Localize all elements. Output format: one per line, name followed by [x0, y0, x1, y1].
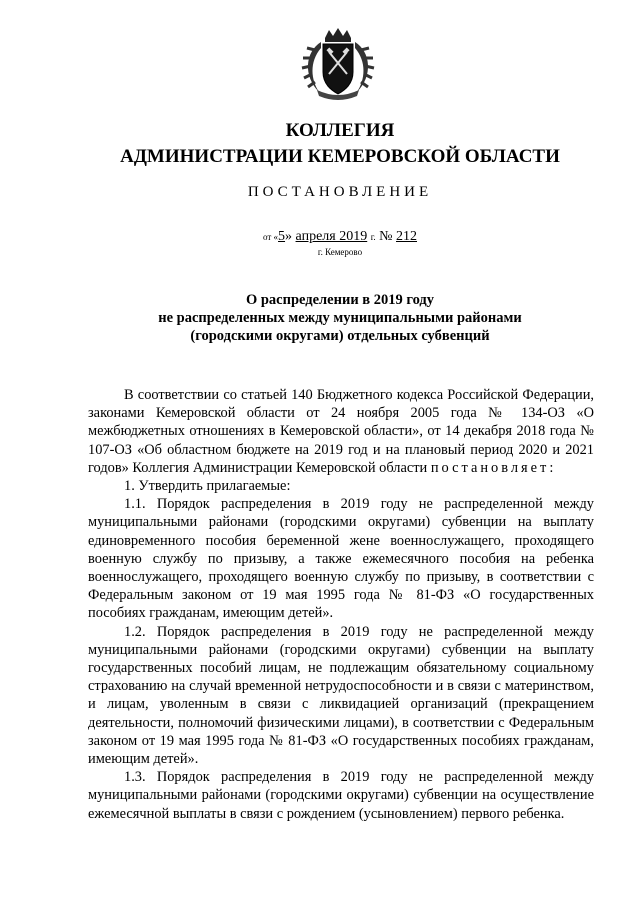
intro-paragraph — [88, 386, 594, 477]
number-prefix: № — [379, 229, 393, 244]
document-title — [20, 291, 640, 345]
item-1: 1. Утвердить прилагаемые: — [124, 478, 291, 495]
title-line2: не распределенных между муниципальными районами — [158, 310, 522, 326]
title-line1: О распределении в 2019 году — [245, 292, 435, 308]
title-line3: (городскими округами) отдельных субвенций — [190, 328, 490, 344]
document-number: 212 — [396, 229, 418, 244]
year-suffix: г. — [370, 232, 376, 242]
resolves-word: постановляет: — [430, 459, 557, 476]
document-body — [88, 386, 594, 823]
item-1-3: 1.3. Порядок распределения в 2019 году не распределенной между муниципальными районами (городскими округами) субвенции на осуществление ежемесячной выплаты в связи с рождением (усыновлением) первого ребенка. — [88, 769, 594, 822]
date-day: 5 — [278, 229, 286, 244]
date-number-line — [20, 228, 640, 246]
date-prefix: от « — [262, 232, 279, 242]
city-name: г. Кемерово — [317, 247, 363, 257]
date-month-year: апреля 2019 — [295, 229, 368, 244]
date-mid: » — [285, 229, 293, 244]
intro-text: В соответствии со статьей 140 Бюджетного кодекса Российской Федерации, законами Кемеровской области от 24 ноября 2005 года № 134-ОЗ «О межбюджетных отношениях в Кемеровской области», от 14 декабря 2018 года № 107-ОЗ «Об областном бюджете на 2019 год и на плановый период 2020 и 2021 годов» Коллегия Администрации Кемеровской области — [88, 387, 594, 476]
item-1-1: 1.1. Порядок распределения в 2019 году не распределенной между муниципальными районами (городскими округами) субвенции на выплату единовременного пособия беременной жене военнослужащего, проходящего военную службу по призыву, а также ежемесячного пособия на ребенка военнослужащего, проходящего военную службу по призыву, в соответствии с Федеральным законом от 19 мая 1995 года № 81-ФЗ «О государственных пособиях гражданам, имеющим детей». — [88, 496, 594, 622]
item-1-2: 1.2. Порядок распределения в 2019 году не распределенной между муниципальными районами (городскими округами) субвенции на выплату государственных пособий лицам, не подлежащим обязательному социальному страхованию на случай временной нетрудоспособности и в связи с материнством, и лицам, уволенным в связи с ликвидацией организаций (прекращением деятельности, полномочий физическими лицами), в соответствии с Федеральным законом от 19 мая 1995 года № 81-ФЗ «О государственных пособиях гражданам, имеющим детей». — [88, 623, 594, 768]
document-type: ПОСТАНОВЛЕНИЕ — [247, 184, 433, 200]
coat-of-arms-emblem — [295, 28, 381, 100]
org-name-line1: КОЛЛЕГИЯ — [285, 120, 395, 141]
org-name-line2: АДМИНИСТРАЦИИ КЕМЕРОВСКОЙ ОБЛАСТИ — [120, 146, 560, 167]
